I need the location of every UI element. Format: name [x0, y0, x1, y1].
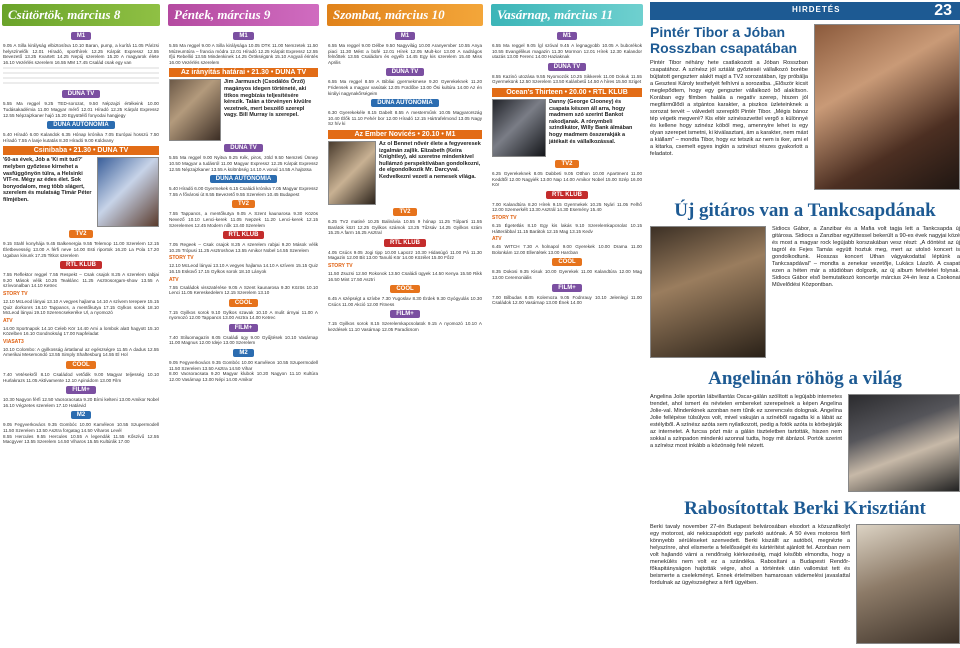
column-friday	[166, 0, 321, 648]
article-body: Sidiocs Gábor, a Zanzibar és a Mafia volt tagja lett a Tankcsapda új gitárosa. Sidiocs a Zanzibar együttessel bekerült a 90-es évek nagyjai közé és most a magyar rock legújabb korszakában vesz részt: „A döntést az új tagról és Fejes Tamás együtt hoztuk meg, mert az utolsó koncert is gondolkodtunk. Hosszas koncert Uthan vágyakodattal léptünk a Tankcsapdával” – mondta a zenekar vezetője, Lukács László. A csapat ezen a héten már a stúdióban dolgozik, az új album felvételei folynak. Sidiocs Gábor első bemutatkozó koncertje március 24-én lesz a Csokonai Művelődési Központban.	[772, 226, 960, 288]
section-label: HIRDETÉS	[792, 5, 841, 14]
promo-title: Az Ember Novícés • 20.10 • M1	[328, 130, 482, 139]
listing-atv: 7.55 Családok visszatérése 9.05 A Szent kaunarosa 9.30 Közös 10.10 Lenci 11.05 Kereskedelem 12.15 Szerelem 13.10	[169, 284, 318, 296]
channel-logo-tv2: TV2	[555, 160, 578, 168]
listing-rtl: 7.00 Kalandtúra 8.20 Hírek 9.15 Gyermekek 10.25 Nyári 11.05 Felhő 12.00 Szemerkélt 13.30 Asztrál 14.30 Esemény 15.40	[492, 201, 642, 213]
channel-label-story: STORY TV	[328, 262, 353, 269]
listing-ftv: 7.40 Stiluomagazin 8.05 Családi ügy 9.00 Gyűjtések 10.10 Vasárnap 11.00 Magnus 12.00 Ideje 13.00 Szerelem	[169, 334, 318, 346]
channel-logo-ftv: FILM+	[66, 386, 96, 394]
listing-m1: 6.55 Ma reggel 9.00 Délbe 9.50 Nagyvilág 10.00 Aranyember 10.55 Anya piaci 11.30 Mést a büfé 12.01 Hírek 12.05 Mult-kor 13.00 A nadrágos felnőttek 13.55 Családom és egyéb 14.45 Egy kis szerelem 15.40 Miss Aprilis	[328, 43, 482, 65]
promo-description: Az ol Bennet nővér élete a fegyveresek izgalmán zajlik. Elizabeth (Keira Knightley), aki szeretne mindenkivel hullámzó perspektívában gondolkozni, de elgondolkozik Mr. Darcyval. Kedvelkezni vezeti a nemesek világa.	[379, 140, 481, 180]
article-photo	[814, 24, 960, 190]
promo-description: Jim Jarmusch (Csodálós Őrző) magányos idegen történeté, aki titkos megbízás teljesítésére kérezik. Talán a törvényen kívülre vezetnek, mert beszélő szerepl vagy. Bill Murray is szerepel.	[224, 79, 312, 119]
channel-logo-m1: M1	[395, 32, 415, 40]
listing-duna2: 6.30 Gyerekekéle 8.15 Dabelt 8.55 A mesterműnk 10.05 Magyarország 10.40 Élők 11.10 Fehér bor 12.00 Híradó 12.15 Hártrafelmond 13.05 Nagy Sz hív ki	[328, 110, 482, 127]
listing-ftv: 7.15 Gyilkos sorok 8.15 Szerelemkapcsolatok 9.15 A nyomozó 10.10 A kezdések 11.10 Vasárnap 12.05 Paradicsom	[328, 321, 482, 332]
promo-pride	[328, 130, 482, 205]
promo-az-iranyitas	[169, 68, 318, 141]
listing-story: 12.10 McLeod lányai 13.10 A vegyes hajlama 14.10 A szívem terepere 15.15 Quiz dorkonrs 16.10 Tappancs, a mentőkutya 17.15 Gylkos sorok 18.10 McLeod lányai 19.10 Szerencsekeréke Ul, a nyomozó	[3, 298, 159, 316]
article-title: Rabosítottak Berki Krisztiánt	[684, 498, 926, 519]
promo-description: Danny (George Clooney) és csapata készen áll arra, hogy madmem szó szerint Bankot rakodjanak. A rónymbeli szindikátor, Willy Bank álmában hogy madmem összerakják a játékait és vállalkozással.	[549, 98, 633, 145]
channel-logo-tv2: TV2	[69, 230, 92, 238]
listing-m1: 6.55 Ma reggel 9.05 Ígl szóval 9.45 A legnagyobb 10.05 A buborékok 10.55 Evangélikus magazin 11.30 Mormon 12.01 Hírek 12.30 Kalandor utazás 13.00 Ferenc 14.00 Haziaknak	[492, 43, 642, 60]
listing-story: 12.10 McLeod lányai 13.10 A vegyes hajlama 14.10 A szívem 15.15 Quiz 16.15 Esküvő 17.15 Gylkos sorok 18.10 Lányok	[169, 263, 318, 274]
listing-duna2: 5.40 Híradó 6.00 Gyermekek 6.15 Családi krónika 7.05 Magyar Expressz 7.55 A fővárosi út 8.55 Bevezető 9.55 Szerelem 10.45 Budapest	[169, 186, 318, 197]
listing-tv2: 9.15 Stahl konyhája 9.45 Balkenergia 9.55 Telemop 11.00 Szerelem 12.15 Életbevesség 13.00 A férfi neve 14.00 Esti riportok 16.20 La Pola 17.20 Ugaban kinunk 17.25 Titkot szerelem	[3, 241, 159, 258]
promo-photo	[328, 141, 376, 205]
channel-logo-tv2: TV2	[393, 208, 416, 216]
channel-logo-duna: DUNA TV	[386, 68, 424, 76]
channel-label-viasat: VIASAT3	[3, 338, 24, 345]
listing-cool: 7.15 Gyilkos sorok 9.10 Gylkos szavak 10.10 A mulit árnyai 11.00 A nyomozó 12.00 Tappancs 13.00 Asztra 14.00 Ketrec	[169, 309, 318, 321]
promo-photo	[492, 99, 546, 157]
article-angelina	[650, 368, 960, 492]
channel-label-atv: ATV	[3, 317, 13, 324]
listing-duna: 5.55 Ma reggel 9.25 TED-sorozat, 9.50 Népzajzi értékeink 10.00 Tudásakadémia 11.00 Magyar mérő 12.01 Híradó 12.25 Kárpát Expressz 12.55 Népzajzkaner hajó 15.20 Együttélő fonyodai hangjegy	[3, 101, 159, 118]
channel-logo-m2: M2	[71, 411, 91, 419]
listing-rtl: 4.05 Csúcs 9.05 Jogi tipp 10.00 Lapozz 10.30 Hidasúgó 11.00 Pá 11.30 Magazin 12.00 Bit 13.00 Tanuló Kör 14.00 Közélet 15.00 Főzz	[328, 249, 482, 261]
channel-logo-duna2: DUNA AUTONÓMIA	[371, 99, 438, 107]
listing-atv: 14.00 Sportnapok 14.10 Celeb Kör 14.40 Ami a lombok alatt hagyott 15.10 Közelben 16.10 Gondnokság 17.00 Napfeladat	[3, 325, 159, 337]
article-photo	[650, 226, 766, 358]
listing-ftv: 10.30 Nagyon férfi 12.50 Vacsoracsata 9.20 Bírni kelteni 13.00 Amikor Nobel 16.10 Végzetes szerelem 17.10 Határvid	[3, 397, 159, 408]
article-pinter	[650, 24, 960, 190]
listing-m2: 9.05 Fegyverkovács 9.35 Gombóc 10.00 Kaméleon 10.55 Szupermodell 11.50 Szerelem 13.50 Asztra 14.50 Vihar	[169, 360, 318, 371]
channel-logo-cool: COOL	[552, 258, 581, 266]
listing-rtl: 7.05 Regeek – Csak csajok 8.25 A szerelem rabjai 9.20 Mások vélik 10.25 Trópusi 11.25 Asztroshow 13.55 Amikor Nobel 14.55 Szerelem	[169, 242, 318, 253]
column-sunday	[489, 0, 645, 648]
channel-logo-duna2: DUNA AUTONÓMIA	[210, 175, 277, 183]
channel-logo-cool: COOL	[229, 299, 258, 307]
day-header-sunday: Vasárnap, március 11	[491, 4, 643, 26]
article-title: Új gitáros van a Tankcsapdának	[674, 200, 936, 221]
channel-logo-ftv: FILM+	[229, 324, 259, 332]
article-body: Angelina Jolie sportán lábvillantás Oscar-gálán szólított a legújabb internetes trendet, ahol ismert és névtelen embereket szerepelnek a képen Angelina Jolie-val. Mindenkinek azonban nem tűnik ez szerencsés dolognak. Angelina Jolie fellépése túlsúlyos volt, mivel vakuján a színéből ragadta ki a lábát az estélyiből. A színész azóta sem nyilatkozott, pedig a fotók azóta is körbejárják az internetet. A furcsa pózt már a gálán tiszteletben tartották, hiszen nem sokkal a színpadon mindenki azonnal tudta, hogy mit ábrázol. Portók szerint a színész most inkább a közönség felé nézett.	[650, 394, 842, 449]
channel-logo-m1: M1	[557, 32, 577, 40]
channel-logo-rtl: RTL KLUB	[384, 239, 426, 247]
listing-extra: 8.00 Vacsoracsata 9.20 Magyar klubok 10.20 Nagyon 11.10 Kultúra 12.00 Vasárnap 13.00 Népi 14.00 Amikor	[169, 371, 318, 382]
article-photo	[848, 394, 960, 492]
listing-duna: 5.55 Ma reggel 9.00 Nyitva 9.25 Kék, piros, zöld 9.50 Nemzeti Ünnep 10.50 Magyar a tudásról 11.00 Magyar Expressz 12.25 Kárpát Expressz 12.55 Népzajzkaner 13.55 A különbség 14.10 A vonal 14.55 A hajtotsa	[169, 155, 318, 172]
channel-logo-duna: DUNA TV	[548, 63, 586, 71]
channel-logo-m2: M2	[233, 349, 253, 357]
listing-cool: 7.40 Vetésekről 8.10 Családod vetődik 9.00 Magyar teljesség 10.10 Hurlakrazs 11.05 Aktívamente 12.10 Apinádom 13.00 Film	[3, 372, 159, 383]
day-header-thursday: Csütörtök, március 8	[2, 4, 160, 26]
article-gitaros	[650, 200, 960, 358]
listing-duna: 8.55 Kazinó utozása 9.55 Nyomozók 10.25 Sikkerek 11.00 Dokuk 11.55 Gyermekünk 12.50 Szerelem 13.50 Kalánbetű 14.50 A híres 15.50 Sziget	[492, 73, 642, 85]
listing-tv2: 7.55 Tappancs, a mentőkutya 9.05 A Szent kaunarosa 9.30 Közös Nevező 10.10 Lenci-kerek 11.05 Nepzek 11.20 Lenci-kerek 12.15 Szerelemes 12.45 Modern nők 13.40 Szerelem	[169, 211, 318, 228]
channel-label-story: STORY TV	[492, 214, 517, 221]
promo-csinibaba	[3, 146, 159, 227]
listing-atv: 6.45 WITCH 7.30 A holnapol 9.00 Gyerekek 10.00 Drama 11.00 Bolonkám 12.00 Ellentétek 13.00 Harcban	[492, 244, 642, 255]
channel-logo-rtl: RTL KLUB	[60, 261, 102, 269]
channel-logo-tv2: TV2	[232, 200, 255, 208]
promo-photo	[97, 157, 159, 227]
channel-logo-cool: COOL	[66, 361, 95, 369]
listing-filler	[3, 67, 159, 87]
column-thursday	[0, 0, 162, 648]
listing-m2: 9.05 Fegyverkovács 9.35 Gombóc 10.00 Kaméleon 10.55 Szupermodell 11.50 Szerelem 13.50 Asztra forgatag 14.50 Viharos Levél	[3, 422, 159, 434]
article-title: Angelinán röhög a világ	[708, 368, 902, 389]
channel-logo-rtl: RTL KLUB	[223, 231, 265, 239]
channel-logo-ftv: FILM+	[552, 284, 582, 292]
listing-tv2: 6.25 Gyerekeknek 8.05 Dabbeti 9.05 Otthon 10.00 Apartment 11.00 Keddtől 12.00 Nagyiék 13.00 Nap 14.00 Amikor Nobel 15.00 Szép 16.00 Kör	[492, 170, 642, 188]
channel-logo-duna2: DUNA AUTONÓMIA	[47, 121, 114, 129]
listing-duna: 6.55 Ma reggel 8.59 A Bibliai gyermekmese 9.20 Gyerekeknek 11.20 Fridensek a magyar vasútak 12.05 Fürdőbe 13.00 Ősi kultúra 14.00 Az én királyi nagynakőrségeim	[328, 79, 482, 96]
channel-logo-ftv: FILM+	[390, 310, 420, 318]
channel-logo-m1: M1	[233, 32, 253, 40]
promo-title: Ocean's Thirteen • 20.00 • RTL KLUB	[492, 88, 642, 97]
promo-photo	[169, 79, 221, 141]
promo-title: Csinibaba • 21.30 • DUNA TV	[3, 146, 159, 155]
channel-label-story: STORY TV	[169, 255, 194, 262]
listing-cool: 6.45 A szépségt a szívbe 7.30 Yugoslav 8.30 Érdek 9.30 Gyógyulás 10.30 Csúcs 11.00 Akció 12.00 Fitness	[328, 296, 482, 307]
channel-logo-m1: M1	[71, 32, 91, 40]
listing-ftv: 7.00 Bilbudas 8.05 Kolemoza 9.05 Fodnrauy 10.10 Jelenlegi 11.00 Családok 12.00 Vasárnap 13.00 Ének 14.00	[492, 294, 642, 306]
channel-label-atv: ATV	[169, 276, 179, 283]
article-title: Pintér Tibor a Jóban Rosszban csapatában	[650, 24, 798, 56]
article-body: Berki tavaly november 27-én Budapest belvárosában elsodort a közuzafikolyt egy motorost, aki nekicsapódott egy parkoló autónak. A 50 éves motoros férfi könnyebb sérüléseket szenvedett. Berki kiszállt az autóból, megnézte a helyszínre, ahol elismerte a felelősségét és kártérítést ajánlott fel. Azonban nem volt hajlandó várni a rendőrség kiérkezéséig, majd később elmondta, hogy a menekülés nem volt ez a szándéka. Rabosítani a Budapesti Rendőr-főkapitányságon hajtották végre, ahol a történtek után vallomást tett és beismerte a cselekményt. Ennek értelmében hamarosan vádemelési javaslattal fordulnak az ügyészséghez a férfi ügyében.	[650, 524, 850, 586]
column-articles	[650, 0, 960, 648]
listing-viasat: 10.10 Colombo: A gyilkosság ártatlanul az egészségre 11.55 A dadus 12.55 Amerikai Mesemondó 13.55 Simply Shaftesburg 14.55 El Hol	[3, 346, 159, 358]
listing-cool: 8.35 Dokosi 9.35 Kisuk 10.00 Gyerekek 11.00 Kalandtúra 12.00 Mag 13.00 Ceremoniális	[492, 269, 642, 280]
channel-logo-duna: DUNA TV	[62, 90, 100, 98]
channel-label-story: STORY TV	[3, 290, 28, 297]
channel-label-atv: ATV	[492, 236, 502, 243]
channel-logo-cool: COOL	[390, 285, 419, 293]
page-number: 23	[934, 2, 952, 19]
promo-oceans-thirteen	[492, 88, 642, 157]
promo-description: '60-as évek, Jób a 'Ki mit tud?' melyben győztese kirnehet a vasfüggönyön túlra, a Helsinki VIT-re. Mégy az édes élet. Sok bonyodalom, meg több slágert, szerelem és mulatság Timár Péter filmjében.	[3, 157, 92, 203]
channel-logo-duna: DUNA TV	[224, 144, 262, 152]
day-header-saturday: Szombat, március 10	[327, 4, 483, 26]
listing-story: 11.50 Zsuzsi 12.50 Rokonok 13.50 Családi ügyek 14.50 Kenya 15.50 Rikk 16.50 Mint 17.50 Asztri	[328, 270, 482, 282]
listing-extra: 8.55 Hercules 9.55 Hercules 10.55 A legendák 11.55 Kőszívű 12.55 Macgyver 13.55 Szerelem 14.50 Viharos 15.55 Kultúrák 17.00	[3, 433, 159, 445]
section-header-bar	[650, 2, 960, 20]
day-header-friday: Péntek, március 9	[168, 4, 319, 26]
listing-duna2: 5.40 Híradó 6.00 Kalandok 6.35 Hónap krónika 7.05 Európai hosszú 7.50 Híradó 7.55 A lanje kutatás 8.30 Híradó 9.00 Küldvany	[3, 132, 159, 143]
article-body: Pintér Tibor néhány hete csatlakozott a Jóban Rosszban csapatához. A színész jól sztálát győzteséi vállalkozó borébe bújtatott gengszterr alakít majd a TV2 sorozatában, így próbálja a Gesztesi Károly testhelyét felhívni a sorozatba. „Először kicsit meglepődtem, hogy egy gengszter vállalkozó bő alakítson. Korában egy filmben halála a negatív szerep, hiszen jól megfárműlődi a stgántos karakter, a piszkos üzleteinknek a sorozat tervét – válvedelt szereplőt Pintér Tibor. „Mégis bánoz tép végetk megveré? Kis eltér szinésszvettel vergő s különnyé és kellene hogy szinész köböl meg, amennyire lehet is egy olyan szerepet ismetni, ki kiválasztani, ám a karakter, nem mást a kiállam” – mondta Tibor, hogy ez tetszik az nem is iker, ami el a kitarka, csemelt egyes ingkin a szinészi részes gyakorlott a feladatot.	[650, 60, 808, 157]
article-berki	[650, 498, 960, 644]
listing-rtl: 7.55 Reflektor reggel 7.55 Respekt – Csak csajok 8.25 A szerelem rabjai 9.20 Mások vélik 10.25 Teaklánc 11.25 Asztrosorgam-show 13.55 A szívvonalban 14.10 Ketrec	[3, 272, 159, 289]
listing-story: 6.15 Égetetlás 8.10 Egy kis lakás 9.10 Szerelemkapcsolat 10.15 Hátterábbal 11.15 Barátok 12.15 Mag 13.15 Kedv	[492, 222, 642, 234]
promo-title: Az irányítás határai • 21.30 • DUNA TV	[169, 68, 318, 77]
column-saturday	[325, 0, 485, 648]
article-photo	[856, 524, 960, 644]
channel-logo-rtl: RTL KLUB	[546, 191, 588, 199]
listing-m1: 9.05 A Silla királyság elbiztosítva 10.10 Baran, pump, a kurítá 11.05 Párizsi helyszínelők 12.01 Híradó, sporthírek 12.25 Kárpát Expressz 12.55 Bevezető 13.25 Kvartett 14.25 Nepúj szerelem 15.20 A magyarok élete 16.10 Vezérlés szerelem 16.55 MM 17.45 Család csak egy van	[3, 43, 159, 65]
listing-tv2: 6.25 TV2 matiné 10.25 Balinávia 10.55 9 hónap 11.25 Túlparti 11.55 Barátok közt 12.25 Gyilkos számok 13.25 Tűzsáv 14.25 Gyilkos szám 15.25 A farm 16.25 Asztral	[328, 218, 482, 236]
listing-m1: 5.55 Ma reggel 9.00 A Silla királysága 10.05 DTK 11.00 Nemzetek 11.50 Múzeumtúra – francia módra 12.01 Híradó 12.25 Kárpát Expressz 12.55 Ifjú Rebellió 13.55 Mindenkinek 14.25 Örökségünk 15.10 Angyali érintés 16.00 Vezérlés szerelem	[169, 43, 318, 65]
